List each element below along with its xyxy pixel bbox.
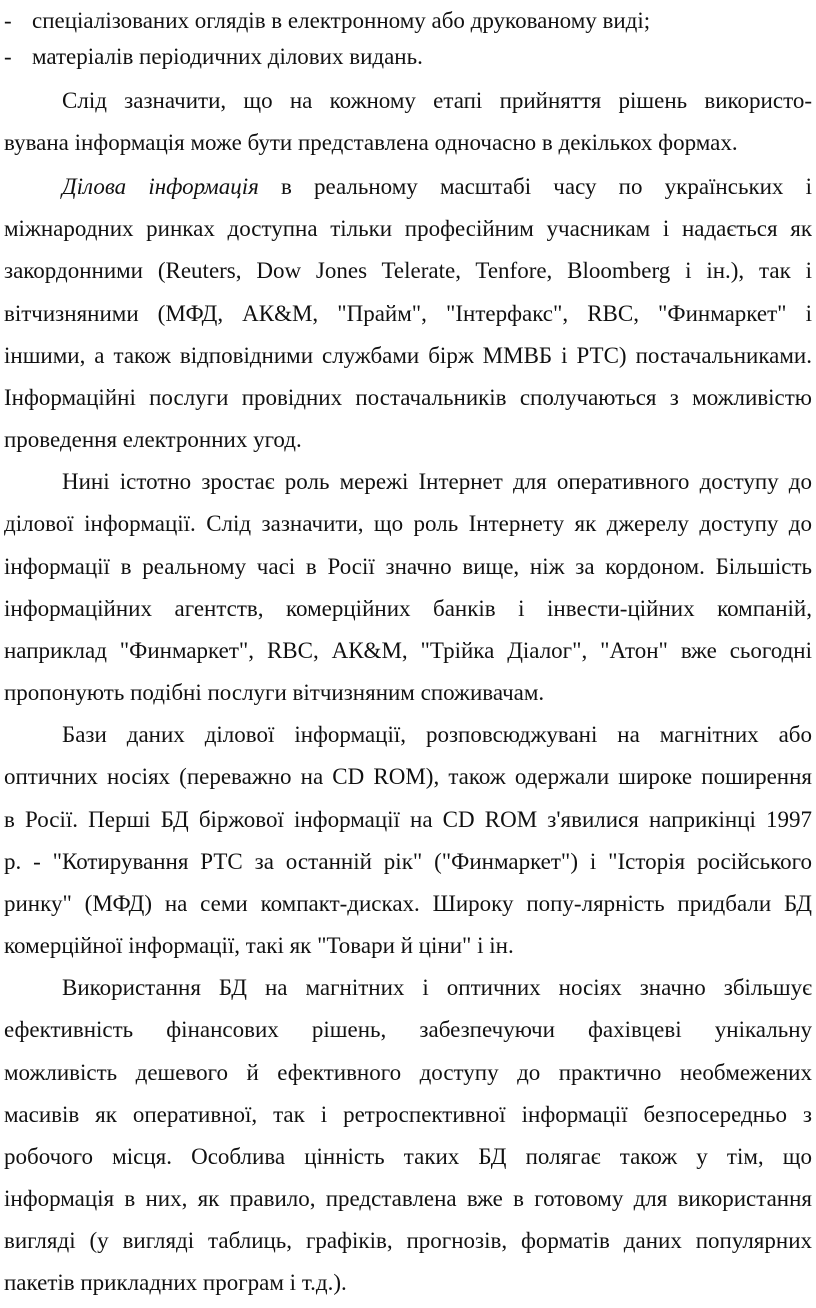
paragraph-3-line-3: інформації в реальному часі в Росії значно вище, ніж за кордоном. Більшість (4, 554, 812, 579)
bullet-item-2 (4, 36, 812, 79)
paragraph-2-line-5: іншими, а також відповідними службами бірж ММВБ і РТС) постачальниками. (4, 343, 812, 368)
paragraph-4-line-2: оптичних носіях (переважно на CD ROM), також одержали широке поширення (4, 764, 812, 789)
paragraph-3-line-5: наприклад "Финмаркет", RBC, АК&М, "Трійка Діалог", "Атон" вже сьогодні (4, 638, 812, 663)
bullet-dash: - (4, 44, 12, 69)
bullet-text: спеціалізованих оглядів в електронному або друкованому виді; (32, 8, 651, 33)
paragraph-3-line-4: інформаційних агентств, комерційних банків і інвести-ційних компаній, (4, 596, 812, 621)
paragraph-5-line-4: масивів як оперативної, так і ретроспективної інформації безпосередньо з (4, 1102, 812, 1127)
paragraph-3-line-2: ділової інформації. Слід зазначити, що роль Інтернету як джерелу доступу до (4, 511, 812, 536)
paragraph-5-line-3: можливість дешевого й ефективного доступу до практично необмежених (4, 1060, 812, 1085)
paragraph-2-line-4: вітчизняними (МФД, АК&М, "Прайм", "Інтерфакс", RBC, "Финмаркет" і (4, 301, 812, 326)
paragraph-1-line-1: Слід зазначити, що на кожному етапі прийняття рішень використо- (62, 88, 812, 113)
paragraph-3-line-6: пропонують подібні послуги вітчизняним споживачам. (4, 680, 545, 705)
paragraph-2-line-3: закордонними (Reuters, Dow Jones Telerate, Tenfore, Bloomberg і ін.), так і (4, 258, 812, 283)
italic-term: Ділова інформація (62, 174, 259, 199)
paragraph-5-line-1: Використання БД на магнітних і оптичних носіях значно збільшує (62, 975, 812, 1000)
paragraph-2-line-1-text: в реальному масштабі часу по українських і (258, 174, 812, 199)
paragraph-5-line-5: робочого місця. Особлива цінність таких БД полягає також у тім, що (4, 1144, 812, 1169)
paragraph-5-line-7: вигляді (у вигляді таблиць, графіків, прогнозів, форматів даних популярних (4, 1228, 812, 1253)
paragraph-4-line-1: Бази даних ділової інформації, розповсюджувані на магнітних або (62, 722, 812, 747)
paragraph-2-line-2: міжнародних ринках доступна тільки професійним учасникам і надається як (4, 216, 812, 241)
paragraph-3-line-1: Нині істотно зростає роль мережі Інтернет для оперативного доступу до (62, 469, 812, 494)
bullet-text: матеріалів періодичних ділових видань. (32, 44, 423, 69)
paragraph-5-line-8: пакетів прикладних програм і т.д.). (4, 1270, 347, 1295)
paragraph-5-line-2: ефективність фінансових рішень, забезпечуючи фахівцеві унікальну (4, 1017, 812, 1042)
paragraph-2-line-7: проведення електронних угод. (4, 427, 302, 452)
paragraph-2-line-1 (4, 166, 812, 209)
paragraph-4-line-6: комерційної інформації, такі як "Товари й ціни" і ін. (4, 933, 514, 958)
paragraph-4-line-3: в Росії. Перші БД біржової інформації на CD ROM з'явилися наприкінці 1997 (4, 807, 812, 832)
paragraph-1-line-2: вувана інформація може бути представлена одночасно в декількох формах. (4, 130, 738, 155)
paragraph-4-line-5: ринку" (МФД) на семи компакт-дисках. Широку попу-лярність придбали БД (4, 891, 812, 916)
bullet-dash: - (4, 8, 12, 33)
paragraph-5-line-6: інформація в них, як правило, представлена вже в готовому для використання (4, 1186, 812, 1211)
paragraph-4-line-4: р. - "Котирування РТС за останній рік" ("Финмаркет") і "Історія російського (4, 849, 812, 874)
paragraph-2-line-6: Інформаційні послуги провідних постачальників сполучаються з можливістю (4, 385, 812, 410)
